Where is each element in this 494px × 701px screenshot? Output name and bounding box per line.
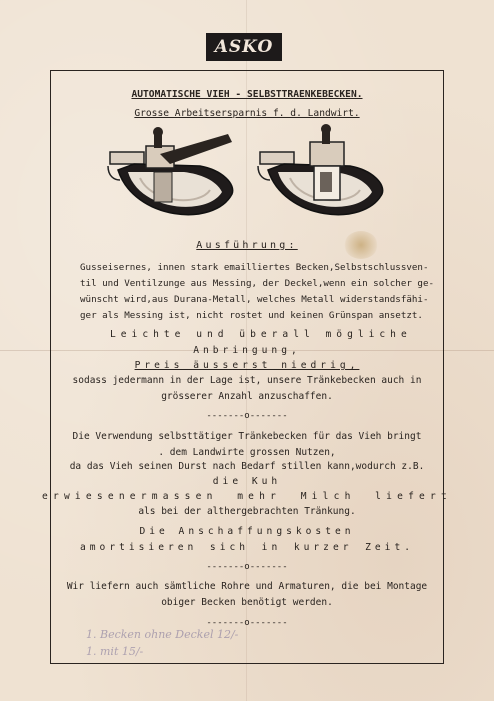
price-line: Preis äusserst niedrig, <box>134 360 360 371</box>
benefit-line: da das Vieh seinen Durst nach Bedarf stillen kann,wodurch z.B. <box>69 461 425 472</box>
description-line: ger als Messing ist, nicht rostet und keinen Grünspan ansetzt. <box>80 310 423 321</box>
mounting-line: Leichte und überall mögliche <box>110 329 412 340</box>
cost-line: Die Anschaffungskosten <box>139 526 355 537</box>
asko-logo: ASKO <box>206 33 282 61</box>
drinking-bowl-illustration-with-lid <box>104 124 244 232</box>
benefit-line: Die Verwendung selbsttätiger Tränkebecken für das Vieh bringt <box>72 431 422 442</box>
description-line: wünscht wird,aus Durana-Metall, welches Metall widerstandsfähi- <box>80 294 429 305</box>
benefit-line: . dem Landwirte grossen Nutzen, <box>158 447 336 458</box>
description-line: Gusseisernes, innen stark emailliertes Becken,Selbstschlussven- <box>80 262 429 273</box>
price-follow-line: grösserer Anzahl anzuschaffen. <box>161 391 333 402</box>
separator: -------o------- <box>206 411 288 421</box>
drinking-bowl-illustration-without-lid <box>254 124 394 232</box>
benefit-line: die Kuh <box>212 476 282 487</box>
section-heading: Ausführung: <box>196 240 298 251</box>
supply-line: Wir liefern auch sämtliche Rohre und Armaturen, die bei Montage <box>66 581 428 592</box>
mounting-line: Anbringung, <box>193 345 301 356</box>
pencil-note: 1. Becken ohne Deckel 12/- <box>86 628 239 641</box>
price-follow-line: sodass jedermann in der Lage ist, unsere Tränkebecken auch in <box>72 375 422 386</box>
document-title: AUTOMATISCHE VIEH - SELBSTTRAENKEBECKEN. <box>131 89 363 100</box>
separator: -------o------- <box>206 618 288 628</box>
benefit-line-emphasis: erwiesenermassen mehr Milch liefert <box>42 491 452 502</box>
benefit-line: als bei der althergebrachten Tränkung. <box>138 506 356 517</box>
pencil-note: 1. mit 15/- <box>86 645 144 658</box>
document-subtitle: Grosse Arbeitsersparnis f. d. Landwirt. <box>134 108 360 119</box>
separator: -------o------- <box>206 562 288 572</box>
cost-line: amortisieren sich in kurzer Zeit. <box>80 542 414 553</box>
description-line: til und Ventilzunge aus Messing, der Deckel,wenn ein solcher ge- <box>80 278 435 289</box>
supply-line: obiger Becken benötigt werden. <box>161 597 333 608</box>
